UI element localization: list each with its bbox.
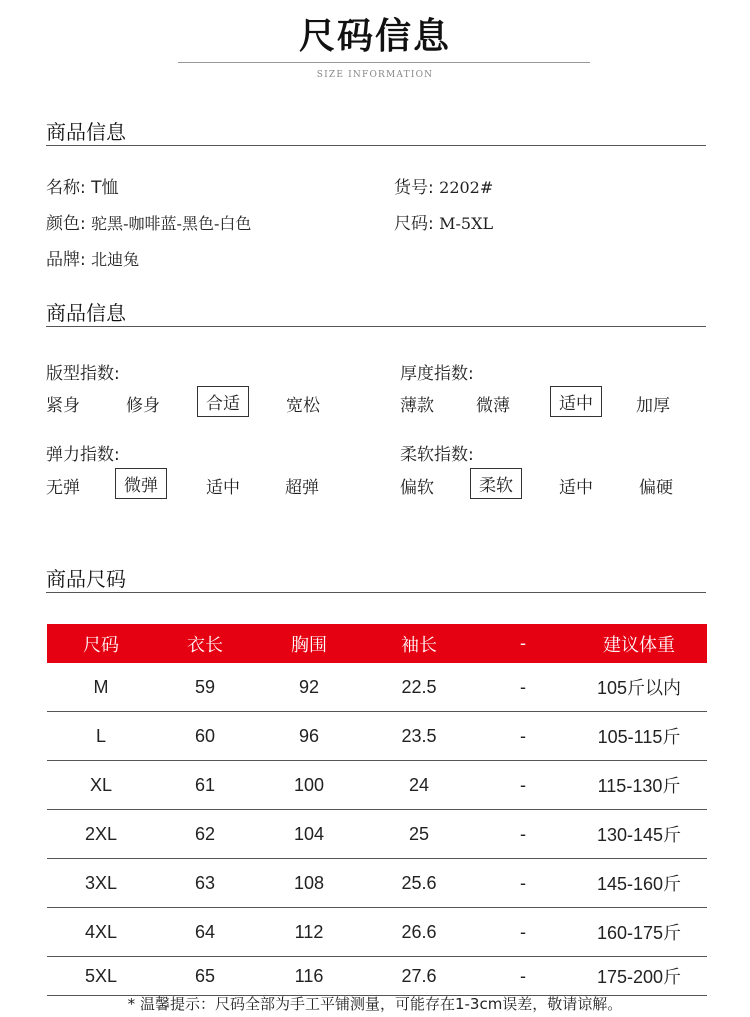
cell-sleeve: 22.5 — [363, 663, 475, 712]
section-divider — [46, 326, 706, 327]
cell-weight: 160-175斤 — [571, 908, 707, 957]
cell-length: 60 — [155, 712, 255, 761]
info-value: 北迪兔 — [91, 250, 140, 269]
cell-size: 4XL — [47, 908, 155, 957]
column-header-chest: 胸围 — [255, 624, 363, 663]
cell-size: 5XL — [47, 957, 155, 996]
info-label: 名称: — [46, 178, 86, 198]
section-heading-indices: 商品信息 — [46, 301, 126, 325]
cell-length: 59 — [155, 663, 255, 712]
cell-weight: 130-145斤 — [571, 810, 707, 859]
fit-option: 修身 — [126, 396, 160, 416]
cell-sleeve: 24 — [363, 761, 475, 810]
table-row — [47, 859, 707, 908]
cell-weight: 175-200斤 — [571, 957, 707, 996]
measurement-note: * 温馨提示：尺码全部为手工平铺测量，可能存在1-3cm误差，敬请谅解。 — [127, 995, 623, 1013]
info-field-item-number — [394, 173, 493, 198]
thickness-option-selected: 适中 — [550, 386, 602, 417]
cell-blank: - — [475, 908, 571, 957]
cell-weight: 145-160斤 — [571, 859, 707, 908]
cell-weight: 105-115斤 — [571, 712, 707, 761]
info-value: 2202# — [439, 178, 494, 197]
table-row — [47, 712, 707, 761]
cell-chest: 108 — [255, 859, 363, 908]
size-table — [47, 624, 707, 996]
index-label-softness: 柔软指数: — [400, 445, 474, 465]
table-row — [47, 810, 707, 859]
elasticity-option: 适中 — [206, 478, 240, 498]
cell-chest: 112 — [255, 908, 363, 957]
cell-chest: 104 — [255, 810, 363, 859]
cell-sleeve: 25 — [363, 810, 475, 859]
cell-sleeve: 23.5 — [363, 712, 475, 761]
column-header-blank: - — [475, 624, 571, 663]
info-field-name — [46, 173, 119, 198]
softness-option: 偏软 — [400, 478, 434, 498]
cell-size: XL — [47, 761, 155, 810]
cell-sleeve: 25.6 — [363, 859, 475, 908]
cell-chest: 100 — [255, 761, 363, 810]
info-label: 尺码: — [394, 214, 434, 234]
cell-size: 3XL — [47, 859, 155, 908]
cell-blank: - — [475, 663, 571, 712]
info-field-size — [394, 209, 493, 234]
elasticity-option: 超弹 — [285, 478, 319, 498]
info-label: 货号: — [394, 178, 434, 198]
column-header-sleeve: 袖长 — [363, 624, 475, 663]
cell-size: M — [47, 663, 155, 712]
cell-chest: 116 — [255, 957, 363, 996]
thickness-option: 薄款 — [400, 396, 434, 416]
cell-sleeve: 26.6 — [363, 908, 475, 957]
cell-size: L — [47, 712, 155, 761]
cell-blank: - — [475, 761, 571, 810]
table-row — [47, 908, 707, 957]
info-field-brand — [46, 245, 139, 270]
table-row — [47, 957, 707, 996]
softness-option: 偏硬 — [639, 478, 673, 498]
thickness-option: 微薄 — [476, 396, 510, 416]
cell-blank: - — [475, 859, 571, 908]
elasticity-option-selected: 微弹 — [115, 468, 167, 499]
cell-chest: 96 — [255, 712, 363, 761]
section-divider — [46, 145, 706, 146]
table-row — [47, 761, 707, 810]
index-label-elasticity: 弹力指数: — [46, 445, 120, 465]
section-divider — [46, 592, 706, 593]
fit-option: 紧身 — [46, 396, 80, 416]
info-value: M-5XL — [439, 214, 494, 233]
column-header-weight: 建议体重 — [571, 624, 707, 663]
cell-length: 62 — [155, 810, 255, 859]
cell-blank: - — [475, 810, 571, 859]
page-subtitle: SIZE INFORMATION — [316, 70, 434, 80]
cell-blank: - — [475, 712, 571, 761]
cell-length: 64 — [155, 908, 255, 957]
info-label: 颜色: — [46, 214, 86, 234]
page-title: 尺码信息 — [298, 16, 451, 57]
size-table-header-row — [47, 624, 707, 663]
cell-weight: 115-130斤 — [571, 761, 707, 810]
column-header-size: 尺码 — [47, 624, 155, 663]
cell-length: 65 — [155, 957, 255, 996]
elasticity-option: 无弹 — [46, 478, 80, 498]
index-label-fit: 版型指数: — [46, 364, 120, 384]
cell-size: 2XL — [47, 810, 155, 859]
softness-option-selected: 柔软 — [470, 468, 522, 499]
info-field-color — [46, 209, 251, 234]
thickness-option: 加厚 — [636, 396, 670, 416]
table-row — [47, 663, 707, 712]
section-heading-size-table: 商品尺码 — [46, 567, 126, 591]
cell-length: 63 — [155, 859, 255, 908]
title-divider — [178, 62, 590, 63]
section-heading-product-info: 商品信息 — [46, 120, 126, 144]
index-label-thickness: 厚度指数: — [400, 364, 474, 384]
cell-sleeve: 27.6 — [363, 957, 475, 996]
column-header-length: 衣长 — [155, 624, 255, 663]
info-value: 驼黑-咖啡蓝-黑色-白色 — [91, 214, 252, 233]
info-value: T恤 — [91, 178, 119, 198]
softness-option: 适中 — [559, 478, 593, 498]
cell-length: 61 — [155, 761, 255, 810]
cell-chest: 92 — [255, 663, 363, 712]
fit-option-selected: 合适 — [197, 386, 249, 417]
cell-weight: 105斤以内 — [571, 663, 707, 712]
fit-option: 宽松 — [286, 396, 320, 416]
info-label: 品牌: — [46, 250, 86, 270]
cell-blank: - — [475, 957, 571, 996]
